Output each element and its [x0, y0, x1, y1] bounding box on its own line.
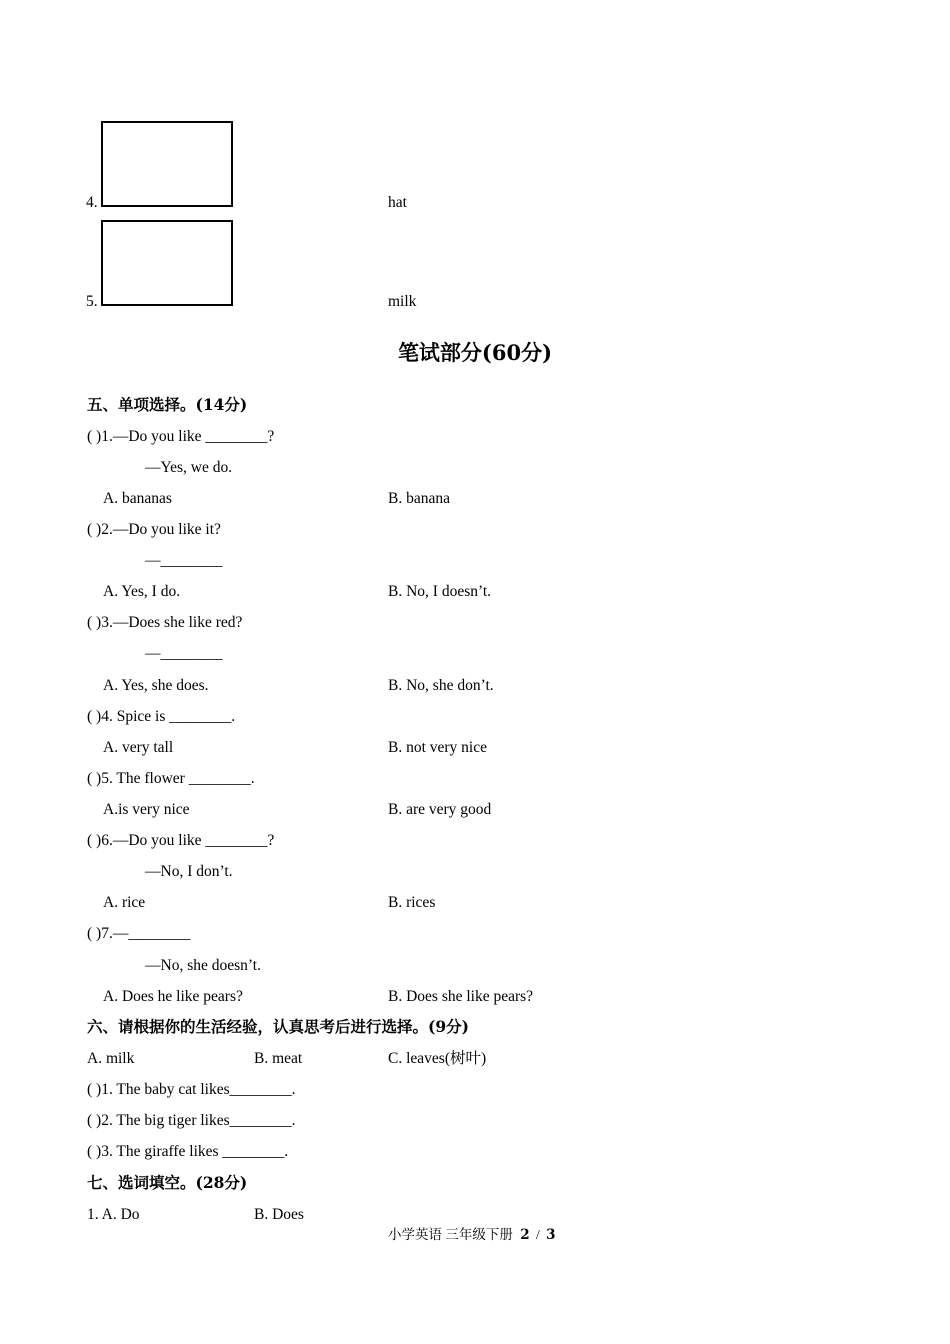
page-separator: / — [536, 1227, 540, 1242]
item-word: hat — [388, 194, 407, 211]
question-stem: ( )5. The flower ________. — [87, 770, 255, 787]
section-heading: 五、单项选择。(14分) — [87, 395, 248, 414]
item-number: 4. — [86, 194, 98, 211]
option-b: B. Does — [254, 1206, 304, 1223]
section-heading: 六、请根据你的生活经验，认真思考后进行选择。(9分) — [87, 1017, 469, 1036]
option-a: A. rice — [103, 894, 146, 911]
question-stem: ( )1. The baby cat likes________. — [87, 1081, 296, 1098]
footer-subject: 小学英语 三年级下册 — [388, 1227, 513, 1242]
section-title: 笔试部分(60分) — [397, 340, 553, 365]
question-stem: ( )3.—Does she like red? — [87, 614, 243, 631]
item-number: 5. — [86, 293, 98, 310]
picture-placeholder — [101, 220, 233, 306]
question-stem: ( )1.—Do you like ________? — [87, 428, 275, 445]
option-a: A. very tall — [103, 739, 174, 756]
page-footer — [388, 1226, 556, 1244]
section-heading: 七、选词填空。(28分) — [87, 1173, 248, 1192]
question-reply: —No, she doesn’t. — [145, 957, 261, 974]
option-a: A. Yes, I do. — [103, 583, 181, 600]
question-reply: —________ — [145, 552, 223, 569]
page-total: 3 — [546, 1227, 556, 1243]
option-a: A.is very nice — [103, 801, 190, 818]
item-word: milk — [388, 293, 417, 310]
option-a: A. Does he like pears? — [103, 988, 243, 1005]
question-stem: ( )3. The giraffe likes ________. — [87, 1143, 289, 1160]
picture-placeholder — [101, 121, 233, 207]
question-stem: ( )6.—Do you like ________? — [87, 832, 275, 849]
option-b: B. not very nice — [388, 739, 488, 756]
option-a: A. milk — [87, 1050, 135, 1067]
option-b: B. are very good — [388, 801, 492, 818]
option-b: B. No, I doesn’t. — [388, 583, 492, 600]
question-reply: —________ — [145, 645, 223, 662]
option-b: B. rices — [388, 894, 436, 911]
question-stem: ( )2. The big tiger likes________. — [87, 1112, 296, 1129]
page-number: 2 — [520, 1227, 530, 1243]
question-stem: ( )2.—Do you like it? — [87, 521, 221, 538]
option-b: B. meat — [254, 1050, 303, 1067]
question-stem: ( )4. Spice is ________. — [87, 708, 236, 725]
option-b: B. banana — [388, 490, 450, 507]
question-reply: —Yes, we do. — [145, 459, 233, 476]
option-b: B. No, she don’t. — [388, 677, 494, 694]
option-c: C. leaves(树叶) — [388, 1050, 487, 1067]
option-a: A. Yes, she does. — [103, 677, 209, 694]
option-b: B. Does she like pears? — [388, 988, 534, 1005]
option-a: A. bananas — [103, 490, 172, 507]
option-a: 1. A. Do — [87, 1206, 140, 1223]
question-reply: —No, I don’t. — [145, 863, 233, 880]
question-stem: ( )7.—________ — [87, 925, 191, 942]
